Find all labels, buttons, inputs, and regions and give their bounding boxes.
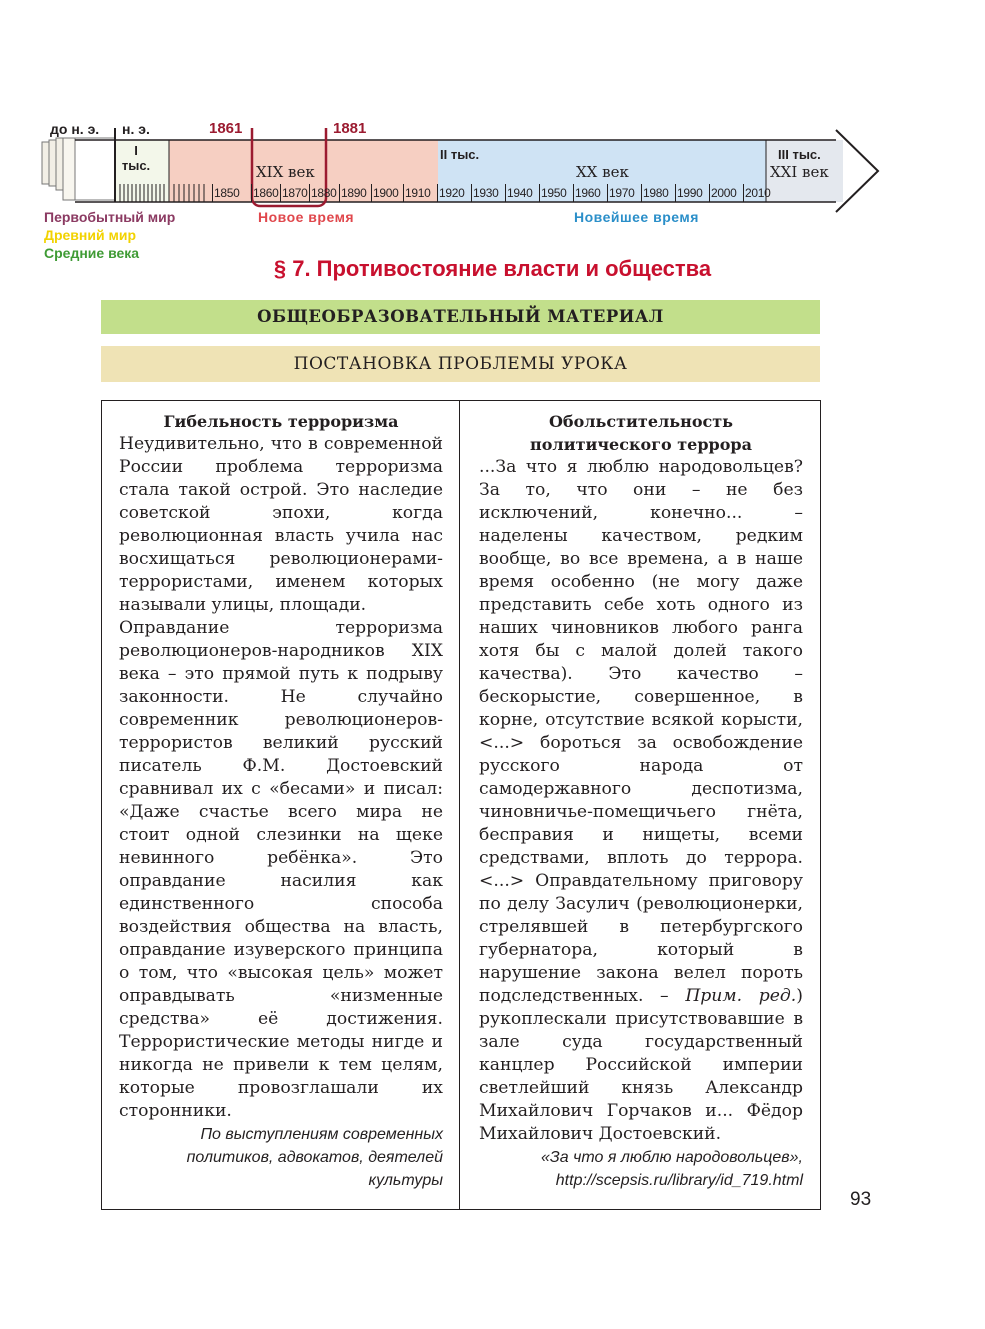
century-20-label: XX век: [576, 163, 629, 181]
period-new-time: Новое время: [258, 209, 355, 225]
first-millennium-label: I тыс.: [121, 143, 151, 173]
timeline-tick: 1850: [212, 184, 251, 202]
timeline-tick: 1970: [607, 184, 641, 202]
timeline-tick: 1950: [539, 184, 573, 202]
second-millennium-label: II тыс.: [440, 147, 480, 162]
left-title: Гибельность терроризма: [163, 412, 399, 431]
timeline-tick: 1920: [437, 184, 471, 202]
right-source-title: «За что я люблю народовольцев»,: [541, 1149, 803, 1166]
right-paragraph-text: ...За что я люблю народовольцев? За то, что они – не без исключений, конечно... – наделены качеством, редким вообще, во все времена, а в наше время особенно (не могу даже представить себе хоть одного из наших чиновников любого ранга хотя бы с малой долей такого качества). Это качество – бескорыстие, совершенное, в корне, отсутствие всякой корысти, <...> бороться за освобождение русского народа от самодержавного деспотизма, чиновничье-помещичьего гнёта, бесправия и нищеты, всеми средствами, вплоть до террора. <...> Оправдательному приговору по делу Засулич (революционерки, стрелявшей в петербургского губернатора, который в нарушение закона велел пороть подследственных. –: [479, 457, 803, 1006]
timeline-tick: 1890: [339, 184, 371, 202]
century-19-label: XIX век: [256, 163, 315, 181]
timeline-ticks: [212, 184, 777, 202]
left-column: [119, 410, 443, 1192]
section-bar: ОБЩЕОБРАЗОВАТЕЛЬНЫЙ МАТЕРИАЛ: [101, 300, 820, 334]
period-newest-time: Новейшее время: [574, 209, 699, 225]
timeline-tick: 1990: [675, 184, 709, 202]
year-1881: 1881: [333, 120, 367, 137]
period-primitive: Первобытный мир: [44, 209, 176, 225]
timeline-tick: 1900: [371, 184, 403, 202]
timeline-tick: 1980: [641, 184, 675, 202]
editor-note: Прим. ред.: [685, 986, 797, 1006]
right-column: [479, 410, 803, 1192]
right-paragraph-end: ) рукоплескали присутствовавшие в зале суда государственный канцлер Российской империи светлейший князь Александр Михайлович Горчаков и... Фёдор Михайлович Достоевский.: [479, 986, 803, 1144]
left-paragraph-1: Неудивительно, что в современной России проблема терроризма стала такой острой. Это наследие советской эпохи, когда революционная власть учила нас восхищаться революционерами-террористами, именем которых называли улицы, площади.: [119, 434, 443, 615]
page-number: 93: [850, 1189, 872, 1210]
timeline-tick: 2010: [743, 184, 777, 202]
timeline-tick: 2000: [709, 184, 743, 202]
right-title: Обольстительность политического террора: [530, 412, 752, 454]
right-source-url: http://scepsis.ru/library/id_719.html: [555, 1172, 803, 1189]
left-paragraph-2: Оправдание терроризма революционеров-народников XIX века – это прямой путь к подрыву законности. Не случайно современник революционеров-террористов великий русский писатель Ф.М. Достоевский сравнивал их с «бесами» и писал: «Даже счастье всего мира не стоит одной слезинки на щеке невинного ребёнка». Это оправдание насилия как единственного способа воздействия общества на власть, оправдание изуверского принципа о том, что «высокая цель» может оправдывать «низменные средства» её достижения. Террористические методы нигде и никогда не привели к тем целям, которые провозглашали их сторонники.: [119, 618, 443, 1121]
third-millennium-label: III тыс.: [778, 147, 821, 162]
paragraph-heading: § 7. Противостояние власти и общества: [273, 256, 712, 281]
problem-bar: ПОСТАНОВКА ПРОБЛЕМЫ УРОКА: [101, 346, 820, 382]
timeline-tick: 1930: [471, 184, 505, 202]
bce-label: до н. э.: [50, 121, 100, 137]
column-divider: [459, 400, 460, 1210]
century-21-label: XXI век: [770, 163, 829, 181]
year-1861: 1861: [209, 120, 243, 137]
timeline-tick: 1940: [505, 184, 539, 202]
timeline-tick: 1870: [282, 186, 308, 200]
period-middle-ages: Средние века: [44, 245, 140, 261]
timeline-axis: [40, 128, 890, 218]
ce-label: н. э.: [122, 121, 150, 137]
left-source: По выступлениям современных политиков, адвокатов, деятелей культуры: [186, 1126, 443, 1189]
timeline-tick: 1960: [573, 184, 607, 202]
timeline-tick: 1910: [403, 184, 437, 202]
period-ancient: Древний мир: [44, 227, 136, 243]
timeline-tick: 1860: [253, 186, 279, 200]
right-paragraph: [479, 456, 803, 1146]
timeline-tick: 1880: [309, 184, 339, 202]
